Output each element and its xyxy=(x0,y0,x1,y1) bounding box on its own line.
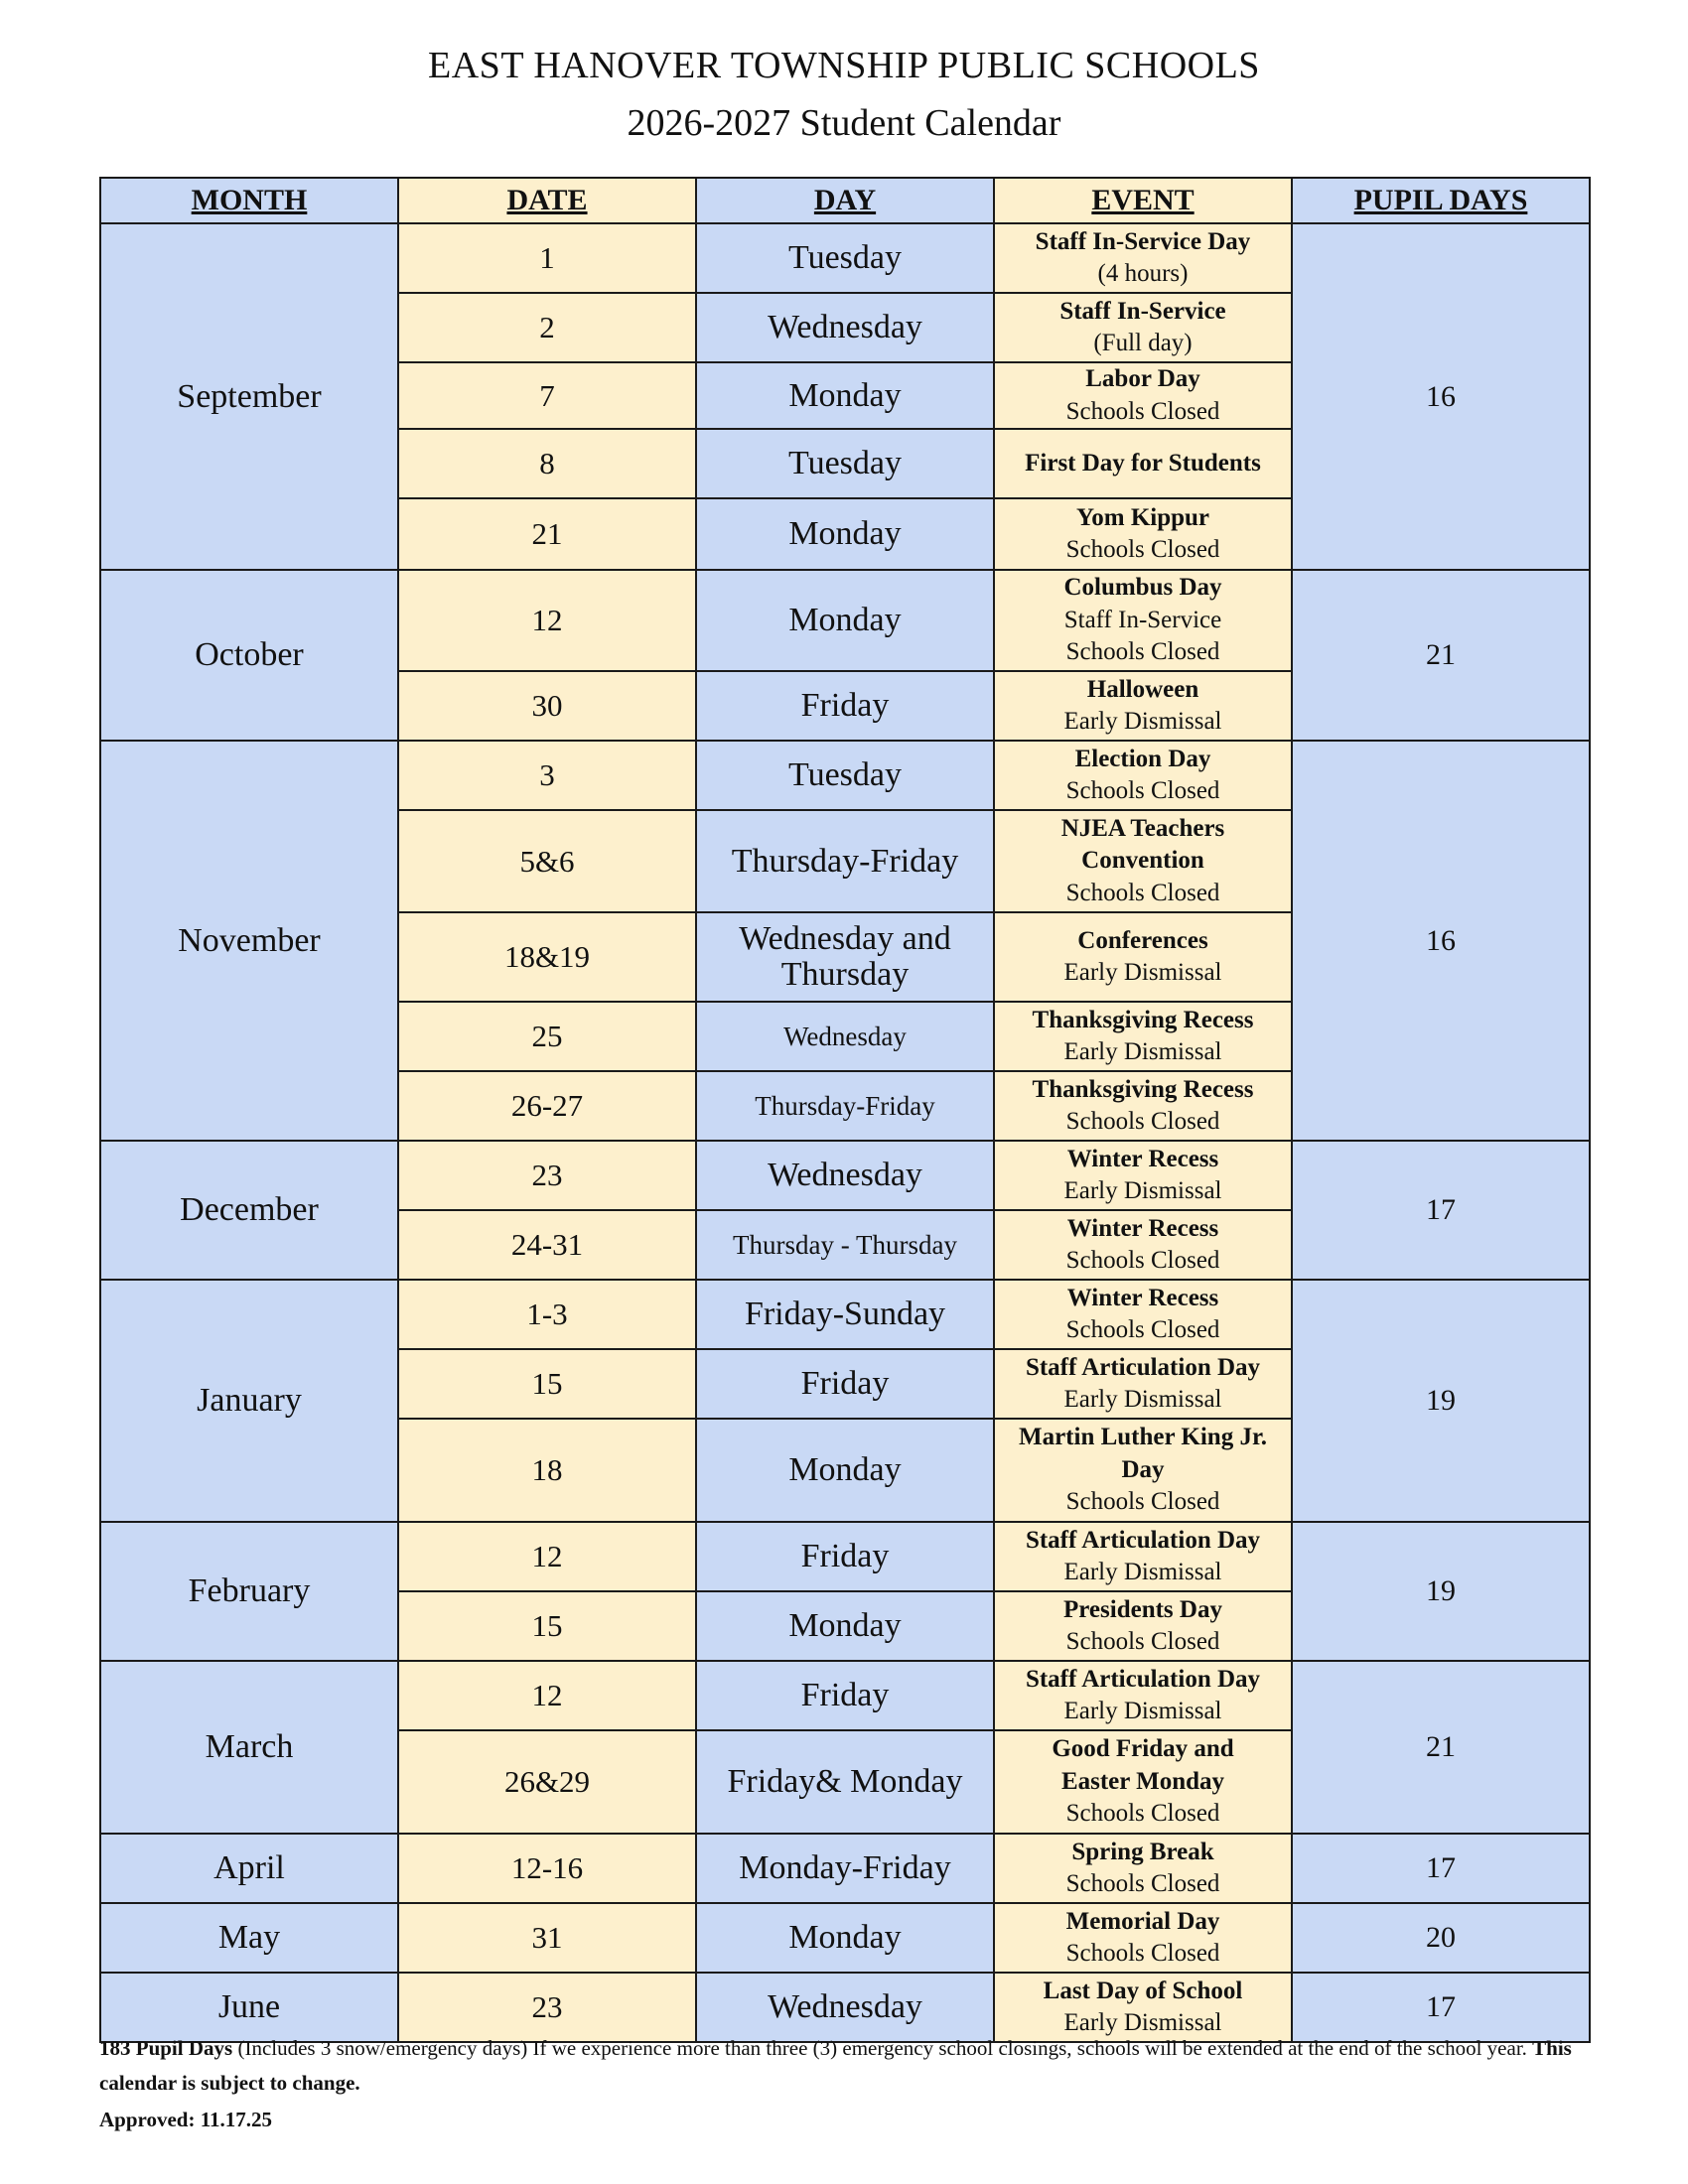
subject-to-change-note: This calendar is subject to change. xyxy=(99,2036,1572,2095)
event-detail: Staff In-Service xyxy=(1063,606,1222,633)
event-cell xyxy=(994,570,1292,671)
day-cell: Monday xyxy=(696,1419,994,1522)
date-cell: 7 xyxy=(398,362,696,429)
event-detail: (4 hours) xyxy=(1097,260,1189,287)
date-cell: 18 xyxy=(398,1419,696,1522)
event-title: Columbus Day xyxy=(1063,574,1222,602)
day-cell: Friday-Sunday xyxy=(696,1280,994,1349)
date-cell: 30 xyxy=(398,671,696,741)
date-cell: 24-31 xyxy=(398,1210,696,1280)
date-cell: 23 xyxy=(398,1973,696,2042)
column-header-month: MONTH xyxy=(100,178,398,223)
event-title: Election Day xyxy=(1074,745,1211,772)
day-cell: Friday xyxy=(696,1522,994,1591)
column-header-date: DATE xyxy=(398,178,696,223)
day-cell: Monday xyxy=(696,1591,994,1661)
event-cell xyxy=(994,223,1292,293)
month-cell: June xyxy=(100,1973,398,2042)
event-detail: Schools Closed xyxy=(1065,777,1220,804)
event-detail: Early Dismissal xyxy=(1063,1698,1222,1724)
pupil-days-total: 183 Pupil Days xyxy=(99,2036,233,2060)
event-detail: Schools Closed xyxy=(1065,879,1220,906)
event-detail: Schools Closed xyxy=(1065,397,1220,425)
day-cell: Wednesday xyxy=(696,1973,994,2042)
event-cell xyxy=(994,1903,1292,1973)
day-cell: Wednesday and Thursday xyxy=(696,912,994,1002)
event-title: Thanksgiving Recess xyxy=(1032,1006,1254,1033)
pupil-days-cell: 16 xyxy=(1292,223,1590,570)
footer-note-text: (Includes 3 snow/emergency days) If we experience more than three (3) emergency school closings, schools will be extended at the end of the school year. xyxy=(232,2036,1533,2060)
event-title: Staff Articulation Day xyxy=(1025,1665,1261,1693)
date-cell: 12 xyxy=(398,1661,696,1730)
event-cell xyxy=(994,1834,1292,1903)
calendar-table xyxy=(99,177,1591,2043)
column-header-event: EVENT xyxy=(994,178,1292,223)
date-cell: 12-16 xyxy=(398,1834,696,1903)
day-cell: Thursday-Friday xyxy=(696,810,994,912)
day-cell: Friday xyxy=(696,1661,994,1730)
event-title: NJEA Teachers xyxy=(1060,814,1225,842)
event-detail: Early Dismissal xyxy=(1063,1386,1222,1413)
month-cell: November xyxy=(100,741,398,1141)
event-detail: Schools Closed xyxy=(1065,1870,1220,1897)
event-title: Day xyxy=(1121,1455,1165,1483)
event-title: Good Friday and xyxy=(1052,1735,1234,1763)
column-header-day: DAY xyxy=(696,178,994,223)
column-header-pupil-days: PUPIL DAYS xyxy=(1292,178,1590,223)
event-title: Staff In-Service xyxy=(1059,297,1226,325)
pupil-days-cell: 16 xyxy=(1292,741,1590,1141)
pupil-days-cell: 21 xyxy=(1292,1661,1590,1834)
month-cell: May xyxy=(100,1903,398,1973)
event-cell xyxy=(994,1141,1292,1210)
date-cell: 31 xyxy=(398,1903,696,1973)
event-title: Labor Day xyxy=(1085,365,1200,392)
event-title: Winter Recess xyxy=(1066,1145,1219,1172)
event-cell xyxy=(994,498,1292,570)
day-cell: Friday xyxy=(696,1349,994,1419)
date-cell: 2 xyxy=(398,293,696,362)
date-cell: 3 xyxy=(398,741,696,810)
month-cell: September xyxy=(100,223,398,570)
event-detail: Early Dismissal xyxy=(1063,2009,1222,2036)
day-cell: Tuesday xyxy=(696,223,994,293)
event-detail: Schools Closed xyxy=(1065,536,1220,563)
pupil-days-cell: 21 xyxy=(1292,570,1590,741)
day-cell: Monday xyxy=(696,570,994,671)
event-cell xyxy=(994,741,1292,810)
event-detail: (Full day) xyxy=(1093,330,1193,356)
day-cell: Friday xyxy=(696,671,994,741)
event-title: Winter Recess xyxy=(1066,1284,1219,1311)
approved-date: Approved: 11.17.25 xyxy=(99,2108,273,2131)
day-cell: Tuesday xyxy=(696,741,994,810)
event-detail: Early Dismissal xyxy=(1063,708,1222,735)
event-title: Last Day of School xyxy=(1043,1977,1243,2004)
day-cell: Wednesday xyxy=(696,1002,994,1071)
day-cell: Monday xyxy=(696,362,994,429)
event-title: Convention xyxy=(1081,847,1204,875)
day-cell: Monday-Friday xyxy=(696,1834,994,1903)
pupil-days-cell: 19 xyxy=(1292,1280,1590,1522)
table-row xyxy=(100,1280,1590,1349)
day-cell: Monday xyxy=(696,1903,994,1973)
day-cell: Monday xyxy=(696,498,994,570)
date-cell: 25 xyxy=(398,1002,696,1071)
event-cell xyxy=(994,1071,1292,1141)
date-cell: 1 xyxy=(398,223,696,293)
month-cell: October xyxy=(100,570,398,741)
pupil-days-cell: 17 xyxy=(1292,1141,1590,1280)
table-row xyxy=(100,1903,1590,1973)
date-cell: 15 xyxy=(398,1591,696,1661)
event-detail: Schools Closed xyxy=(1065,1316,1220,1343)
date-cell: 15 xyxy=(398,1349,696,1419)
day-cell: Friday& Monday xyxy=(696,1730,994,1834)
event-cell xyxy=(994,1210,1292,1280)
date-cell: 5&6 xyxy=(398,810,696,912)
date-cell: 18&19 xyxy=(398,912,696,1002)
pupil-days-cell: 17 xyxy=(1292,1973,1590,2042)
event-title: Thanksgiving Recess xyxy=(1032,1075,1254,1103)
table-row xyxy=(100,1661,1590,1730)
event-cell xyxy=(994,1661,1292,1730)
page-subtitle: 2026-2027 Student Calendar xyxy=(627,102,1061,144)
event-title: Memorial Day xyxy=(1065,1907,1220,1935)
event-detail: Schools Closed xyxy=(1065,1247,1220,1274)
event-cell xyxy=(994,1349,1292,1419)
date-cell: 23 xyxy=(398,1141,696,1210)
event-detail: Schools Closed xyxy=(1065,1800,1220,1828)
event-cell xyxy=(994,1419,1292,1522)
event-detail: Schools Closed xyxy=(1065,1108,1220,1135)
event-title: Martin Luther King Jr. xyxy=(1018,1424,1267,1451)
day-cell: Wednesday xyxy=(696,293,994,362)
event-detail: Early Dismissal xyxy=(1063,959,1222,986)
day-cell: Wednesday xyxy=(696,1141,994,1210)
pupil-days-cell: 20 xyxy=(1292,1903,1590,1973)
event-title: Staff In-Service Day xyxy=(1035,227,1251,255)
event-cell xyxy=(994,293,1292,362)
month-cell: January xyxy=(100,1280,398,1522)
date-cell: 12 xyxy=(398,1522,696,1591)
event-cell xyxy=(994,362,1292,429)
footer-note xyxy=(99,2031,1599,2100)
event-cell xyxy=(994,1591,1292,1661)
page-title: EAST HANOVER TOWNSHIP PUBLIC SCHOOLS xyxy=(428,45,1260,86)
date-cell: 21 xyxy=(398,498,696,570)
event-detail: Early Dismissal xyxy=(1063,1177,1222,1204)
event-title: Spring Break xyxy=(1071,1838,1214,1865)
event-cell xyxy=(994,1002,1292,1071)
event-cell xyxy=(994,671,1292,741)
table-row xyxy=(100,570,1590,671)
month-cell: February xyxy=(100,1522,398,1661)
event-cell xyxy=(994,1730,1292,1834)
header-row xyxy=(100,178,1590,223)
day-cell: Tuesday xyxy=(696,429,994,498)
event-title: Halloween xyxy=(1086,675,1199,703)
event-detail: Schools Closed xyxy=(1065,1940,1220,1967)
event-title: Easter Monday xyxy=(1060,1767,1225,1795)
event-title: Presidents Day xyxy=(1063,1595,1222,1623)
event-detail: Schools Closed xyxy=(1065,638,1220,666)
event-detail: Schools Closed xyxy=(1065,1628,1220,1655)
month-cell: April xyxy=(100,1834,398,1903)
event-detail: Schools Closed xyxy=(1065,1488,1220,1516)
event-title: Staff Articulation Day xyxy=(1025,1353,1261,1381)
table-row xyxy=(100,1834,1590,1903)
date-cell: 8 xyxy=(398,429,696,498)
day-cell: Thursday-Friday xyxy=(696,1071,994,1141)
date-cell: 26-27 xyxy=(398,1071,696,1141)
date-cell: 12 xyxy=(398,570,696,671)
event-title: First Day for Students xyxy=(1025,449,1261,477)
event-title: Conferences xyxy=(1077,926,1208,954)
event-title: Yom Kippur xyxy=(1075,503,1210,531)
event-cell xyxy=(994,912,1292,1002)
date-cell: 26&29 xyxy=(398,1730,696,1834)
day-cell: Thursday - Thursday xyxy=(696,1210,994,1280)
month-cell: March xyxy=(100,1661,398,1834)
event-detail: Early Dismissal xyxy=(1063,1559,1222,1585)
table-row xyxy=(100,1522,1590,1591)
event-detail: Early Dismissal xyxy=(1063,1038,1222,1065)
event-cell xyxy=(994,1280,1292,1349)
event-cell xyxy=(994,429,1292,498)
event-title: Winter Recess xyxy=(1066,1214,1219,1242)
calendar-body xyxy=(100,223,1590,2042)
pupil-days-cell: 19 xyxy=(1292,1522,1590,1661)
month-cell: December xyxy=(100,1141,398,1280)
table-row xyxy=(100,223,1590,293)
event-cell xyxy=(994,810,1292,912)
table-row xyxy=(100,741,1590,810)
event-cell xyxy=(994,1522,1292,1591)
pupil-days-cell: 17 xyxy=(1292,1834,1590,1903)
event-title: Staff Articulation Day xyxy=(1025,1526,1261,1554)
table-row xyxy=(100,1141,1590,1210)
date-cell: 1-3 xyxy=(398,1280,696,1349)
